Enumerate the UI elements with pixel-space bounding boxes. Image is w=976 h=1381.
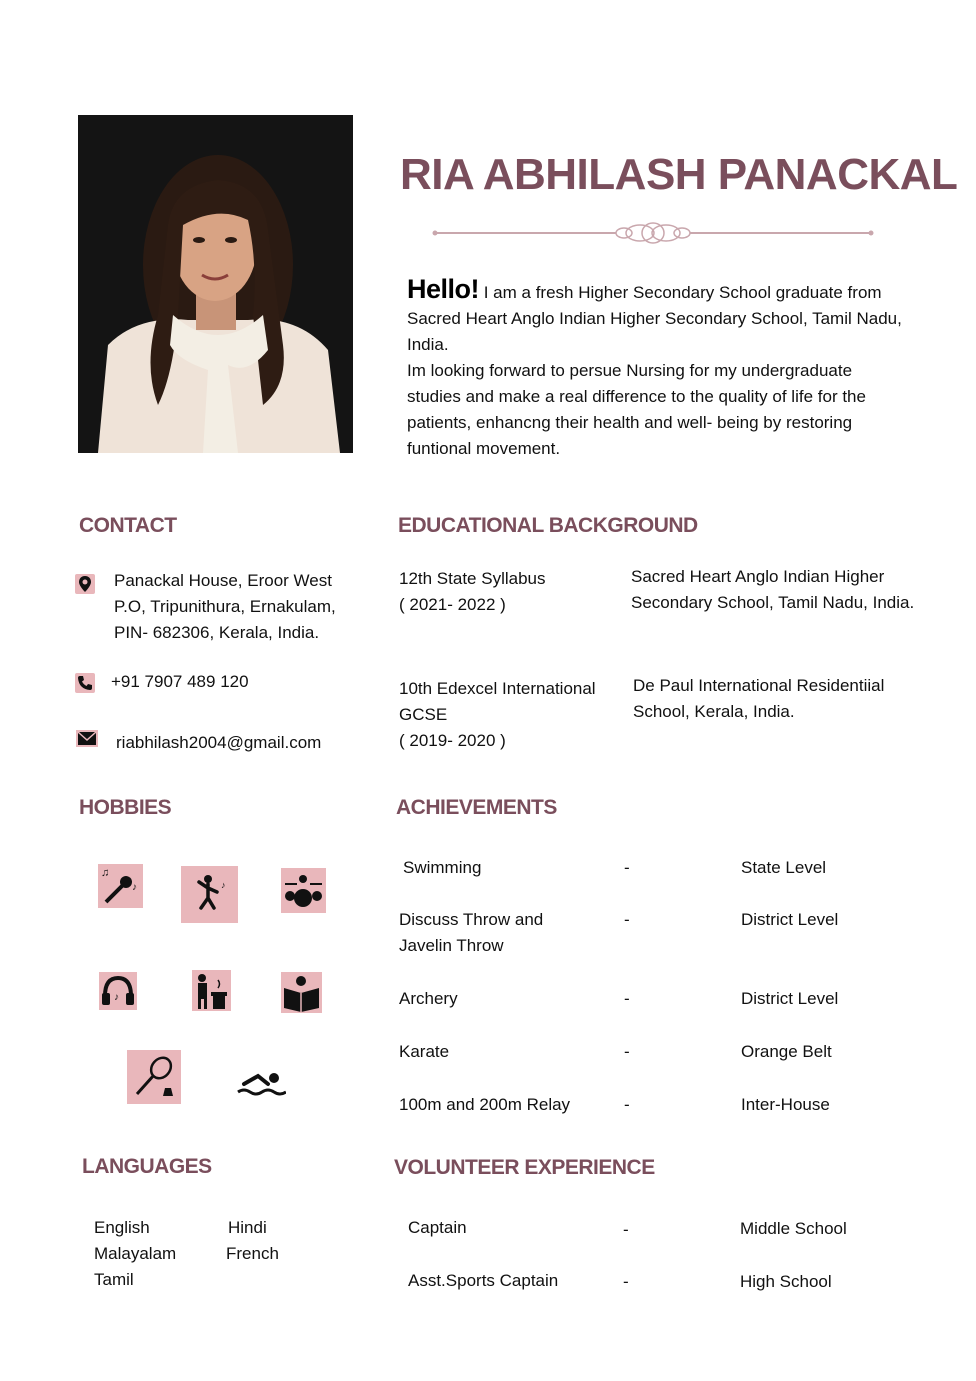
volunteer-level: High School [740, 1272, 832, 1291]
education-course [399, 566, 614, 618]
address-line: P.O, Tripunithura, Ernakulam, [114, 597, 336, 616]
contact-heading: CONTACT [79, 514, 177, 537]
achievement-level: District Level [741, 989, 839, 1008]
address-line: PIN- 682306, Kerala, India. [114, 623, 320, 642]
drums-icon [281, 868, 326, 913]
intro-paragraph [407, 276, 907, 462]
achievement-level: Orange Belt [741, 1042, 832, 1061]
intro-text-1: I am a fresh Higher Secondary School graduate from Sacred Heart Anglo Indian Higher Secondary School, Tamil Nadu, India. [407, 283, 902, 354]
dancing-icon [181, 866, 238, 923]
volunteer-heading: VOLUNTEER EXPERIENCE [394, 1156, 655, 1179]
phone-icon [75, 673, 95, 693]
address-line: Panackal House, Eroor West [114, 571, 332, 590]
swimming-icon [236, 1068, 286, 1100]
volunteer-dash: - [623, 1272, 629, 1291]
achievement-level: District Level [741, 910, 839, 929]
location-pin-icon [75, 574, 95, 594]
profile-photo [78, 115, 353, 453]
achievement-dash: - [624, 910, 630, 929]
volunteer-role: Asst.Sports Captain [408, 1271, 559, 1290]
achievement-level: Inter-House [741, 1095, 830, 1114]
svg-text:♪: ♪ [221, 880, 226, 890]
achievement-activity: Archery [399, 989, 458, 1008]
singing-icon [98, 864, 143, 908]
envelope-icon [76, 730, 98, 747]
education-school: Sacred Heart Anglo Indian Higher Secondary School, Tamil Nadu, India. [631, 567, 915, 612]
education-school: De Paul International Residentiial School, Kerala, India. [633, 676, 885, 721]
course-years: ( 2021- 2022 ) [399, 595, 506, 614]
languages-heading: LANGUAGES [82, 1155, 212, 1178]
language-item: Hindi [228, 1218, 267, 1237]
volunteer-dash: - [623, 1220, 629, 1239]
ornamental-divider [432, 220, 874, 246]
cooking-icon [192, 970, 231, 1011]
language-item: Malayalam [94, 1244, 177, 1263]
achievement-activity: Swimming [403, 858, 482, 877]
course-name: 12th State Syllabus [399, 569, 546, 588]
badminton-icon [127, 1050, 181, 1104]
education-heading: EDUCATIONAL BACKGROUND [398, 514, 698, 537]
headphones-icon [99, 972, 137, 1010]
achievement-dash: - [624, 989, 630, 1008]
svg-text:♪: ♪ [132, 882, 137, 893]
hobbies-heading: HOBBIES [79, 796, 172, 819]
education-course [399, 676, 614, 754]
achievement-dash: - [624, 1042, 630, 1061]
volunteer-level: Middle School [740, 1219, 847, 1238]
language-item: Tamil [94, 1270, 134, 1289]
achievement-activity: 100m and 200m Relay [399, 1095, 571, 1114]
intro-text-2: Im looking forward to persue Nursing for my undergraduate studies and make a real difference to the quality of life for the patients, enhancng their health and well- being by restoring funtional movement. [407, 361, 866, 458]
email-address: riabhilash2004@gmail.com [116, 733, 322, 752]
candidate-name: RIA ABHILASH PANACKAL [400, 150, 958, 199]
achievement-dash: - [624, 858, 630, 877]
achievements-heading: ACHIEVEMENTS [396, 796, 557, 819]
hello-greeting: Hello! [407, 274, 480, 304]
address-block [114, 568, 336, 646]
achievement-dash: - [624, 1095, 630, 1114]
course-name: 10th Edexcel International GCSE [399, 679, 596, 724]
course-years: ( 2019- 2020 ) [399, 731, 506, 750]
achievement-activity: Discuss Throw and Javelin Throw [399, 910, 544, 955]
svg-text:♪: ♪ [114, 992, 119, 1003]
svg-text:♫: ♫ [101, 867, 110, 879]
achievement-activity: Karate [399, 1042, 450, 1061]
language-item: French [226, 1244, 279, 1263]
reading-icon [281, 972, 322, 1013]
achievement-level: State Level [741, 858, 827, 877]
phone-number: +91 7907 489 120 [111, 672, 249, 691]
language-item: English [94, 1218, 150, 1237]
volunteer-role: Captain [408, 1218, 467, 1237]
